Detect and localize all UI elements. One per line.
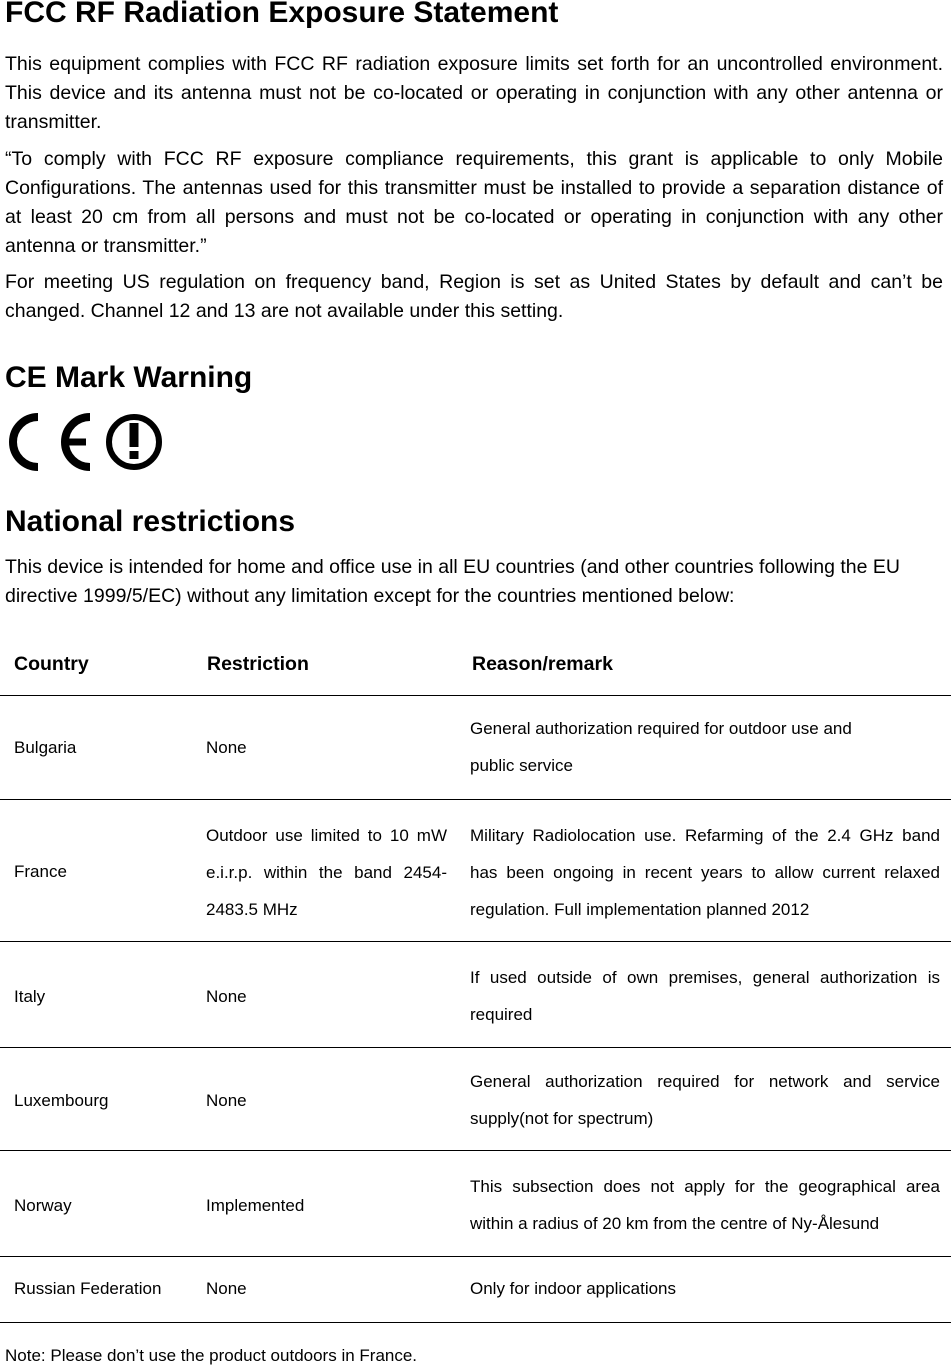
ce-heading: CE Mark Warning [5,361,253,394]
table-row [0,1048,951,1151]
table-row [0,1257,951,1323]
cell-country: Norway [14,1196,72,1215]
cell-reason: This subsection does not apply for the geographical area within a radius of 20 km from the centre of Ny-Ålesund [470,1177,940,1233]
cell-country: Russian Federation [14,1279,162,1298]
cell-reason: Only for indoor applications [470,1279,677,1298]
fcc-heading: FCC RF Radiation Exposure Statement [5,0,559,29]
cell-country: France [14,862,67,881]
cell-restriction: None [206,1279,247,1298]
cell-restriction: Outdoor use limited to 10 mW e.i.r.p. within the band 2454-2483.5 MHz [206,826,447,919]
cell-reason: If used outside of own premises, general authorization is required [470,968,940,1024]
cell-restriction: None [206,738,247,757]
cell-reason: Military Radiolocation use. Refarming of the 2.4 GHz band has been ongoing in recent years to allow current relaxed regulation. Full implementation planned 2012 [470,826,940,919]
cell-restriction: None [206,1091,247,1110]
cell-reason: General authorization required for network and service supply(not for spectrum) [470,1072,940,1128]
header-restriction: Restriction [207,653,309,675]
fcc-paragraph-1: This equipment complies with FCC RF radiation exposure limits set forth for an uncontrolled environment. This device and its antenna must not be co-located or operating in conjunction with any other antenna or transmitter. [5,53,943,133]
table-row [0,942,951,1048]
national-restrictions-heading: National restrictions [5,505,296,538]
cell-country: Italy [14,987,46,1006]
cell-restriction: Implemented [206,1196,305,1215]
cell-reason: General authorization required for outdoor use and public service [470,719,852,775]
cell-country: Bulgaria [14,738,77,757]
table-row [0,696,951,800]
cell-country: Luxembourg [14,1091,109,1110]
ce-alert-mark-icon [4,409,164,473]
cell-restriction: None [206,987,247,1006]
fcc-paragraph-3: For meeting US regulation on frequency band, Region is set as United States by default and can’t be changed. Channel 12 and 13 are not available under this setting. [5,271,943,322]
fcc-paragraph-2: “To comply with FCC RF exposure compliance requirements, this grant is applicable to only Mobile Configurations. The antennas used for this transmitter must be installed to provide a separation distance of at least 20 cm from all persons and must not be co-located or operating in conjunction with any other antenna or transmitter.” [5,148,943,257]
table-row [0,800,951,942]
table-header [0,633,951,696]
national-restrictions-paragraph: This device is intended for home and office use in all EU countries (and other countries following the EU directive 1999/5/EC) without any limitation except for the countries mentioned below: [5,556,900,607]
restrictions-table [0,633,951,1323]
header-reason: Reason/remark [472,653,613,675]
footnote: Note: Please don’t use the product outdoors in France. [5,1346,418,1365]
table-row [0,1151,951,1257]
header-country: Country [14,653,89,675]
